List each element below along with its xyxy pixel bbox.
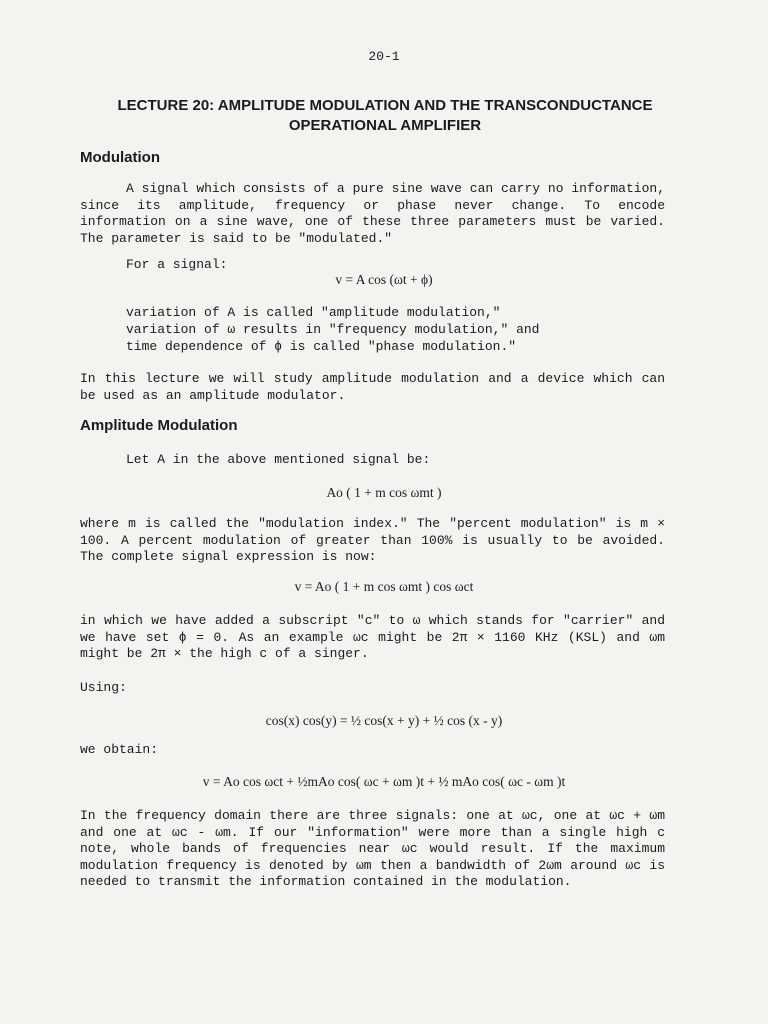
lecture-title	[90, 96, 680, 136]
equation-complete-signal: v = Ao ( 1 + m cos ωmt ) cos ωct	[294, 579, 474, 594]
equation-signal: v = A cos (ωt + ϕ)	[335, 272, 433, 287]
we-obtain-text: we obtain:	[80, 742, 159, 757]
using-text: Using:	[80, 680, 127, 695]
paragraph-carrier: in which we have added a subscript "c" to ω which stands for "carrier" and we have set ϕ = 0. As an example ωc might be 2π × 1160 KHz (KSL) and ωm might be 2π × the high c of a singer.	[80, 613, 665, 661]
variation-amplitude: variation of A is called "amplitude modulation,"	[126, 305, 501, 320]
heading-amplitude-modulation: Amplitude Modulation	[80, 417, 238, 434]
equation-expanded: v = Ao cos ωct + ½mAo cos( ωc + ωm )t + ½ mAo cos( ωc - ωm )t	[202, 774, 566, 789]
title-line-1: LECTURE 20: AMPLITUDE MODULATION AND THE TRANSCONDUCTANCE	[117, 97, 653, 114]
equation-product-identity: cos(x) cos(y) = ½ cos(x + y) + ½ cos (x - y)	[265, 713, 503, 728]
page-number: 20-1	[368, 49, 400, 64]
paragraph-frequency-domain: In the frequency domain there are three signals: one at ωc, one at ωc + ωm and one at ωc - ωm. If our "information" were more than a single high c note, whole bands of frequencies near ωc would result. If the maximum modulation frequency is denoted by ωm then a bandwidth of 2ωm around ωc is needed to transmit the information contained in the modulation.	[80, 808, 665, 889]
paragraph-lecture-scope: In this lecture we will study amplitude modulation and a device which can be used as an amplitude modulator.	[80, 371, 665, 403]
variation-phase: time dependence of ϕ is called "phase modulation."	[126, 339, 517, 354]
for-signal-text: For a signal:	[126, 257, 228, 272]
paragraph-intro: A signal which consists of a pure sine wave can carry no information, since its amplitude, frequency or phase never change. To encode information on a sine wave, one of these three parameters must be varied. The parameter is said to be "modulated."	[80, 181, 665, 246]
paragraph-modulation-index: where m is called the "modulation index." The "percent modulation" is m × 100. A percent modulation of greater than 100% is usually to be avoided. The complete signal expression is now:	[80, 516, 665, 564]
equation-amplitude: Ao ( 1 + m cos ωmt )	[326, 485, 442, 500]
title-line-2: OPERATIONAL AMPLIFIER	[288, 117, 482, 134]
variation-frequency: variation of ω results in "frequency modulation," and	[126, 322, 540, 337]
let-a-text: Let A in the above mentioned signal be:	[126, 452, 431, 467]
heading-modulation: Modulation	[80, 149, 160, 166]
